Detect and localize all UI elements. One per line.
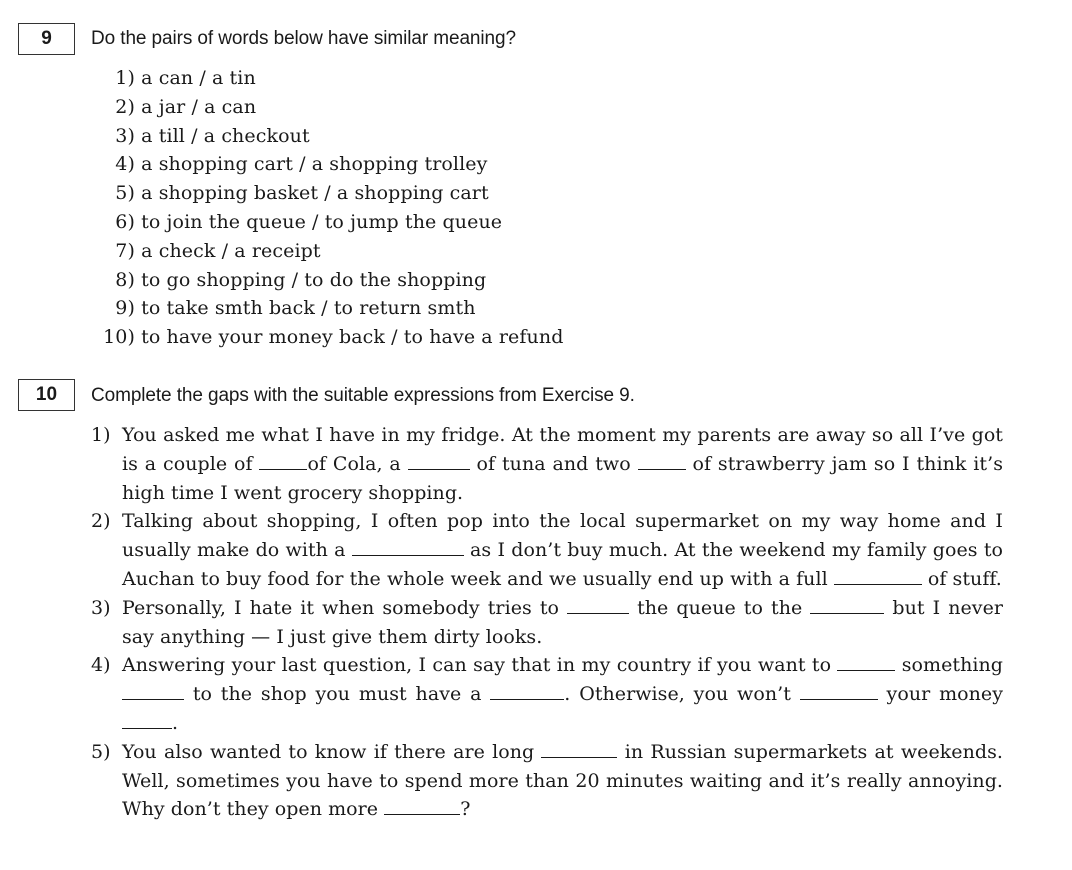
gap-fill-list (91, 421, 1003, 824)
item-text: but I never say anything — I just give them dirty looks. (122, 596, 1003, 648)
answer-gap[interactable] (800, 680, 878, 700)
item-text: . Otherwise, you won’t (564, 683, 800, 706)
exercise-heading: Do the pairs of words below have similar meaning? (91, 28, 516, 49)
item-number: 1) (115, 67, 135, 89)
answer-gap[interactable] (490, 680, 564, 700)
item-text: as I don’t buy much. At the weekend my family goes to Auchan to buy food for the whole week and we usually end up with a full (122, 539, 1003, 590)
list-item (91, 421, 1003, 507)
item-number: 8) (115, 268, 135, 291)
answer-gap[interactable] (352, 536, 464, 556)
list-item (91, 294, 563, 323)
item-text: a till / a checkout (141, 124, 310, 147)
item-text: of strawberry jam so I think it’s high time I went grocery shopping. (122, 452, 1003, 504)
list-item (91, 64, 563, 93)
list-item (91, 738, 1003, 824)
item-text: a jar / a can (141, 95, 257, 118)
item-number: 5) (115, 182, 135, 205)
item-number: 9) (115, 297, 135, 320)
item-text: . (172, 711, 179, 734)
item-text: a check / a receipt (141, 239, 321, 262)
item-text: to the shop you must have a (184, 683, 491, 706)
answer-gap[interactable] (259, 450, 307, 470)
list-item (91, 594, 1003, 652)
answer-gap[interactable] (122, 680, 184, 700)
item-number: 1) (91, 424, 111, 446)
item-number: 7) (115, 239, 135, 262)
item-number: 5) (91, 740, 111, 763)
list-item (91, 122, 563, 151)
item-text: Personally, I hate it when somebody tries to (122, 596, 568, 619)
answer-gap[interactable] (122, 709, 172, 729)
item-number: 4) (91, 654, 111, 677)
list-item (91, 237, 563, 266)
item-text: Talking about shopping, I often pop into the local supermarket on my way home and I usually make do with a (122, 510, 1003, 562)
list-item (91, 93, 563, 122)
list-item (91, 208, 563, 237)
list-item (91, 507, 1003, 593)
item-text: a shopping basket / a shopping cart (141, 182, 489, 205)
item-text: of stuff. (921, 567, 1002, 590)
item-text: Answering your last question, I can say that in my country if you want to (122, 654, 838, 677)
item-text: a shopping cart / a shopping trolley (141, 153, 488, 176)
list-item (91, 179, 563, 208)
item-number: 6) (115, 210, 135, 233)
list-item (91, 323, 563, 352)
exercise-number: 9 (41, 28, 52, 49)
item-text: of tuna and two (469, 452, 638, 475)
item-text: ? (460, 798, 471, 821)
item-text: You asked me what I have in my fridge. At the moment my parents are away so all I’ve got is a couple of (122, 424, 1003, 475)
word-pairs-list (91, 64, 563, 352)
exercise-number: 10 (35, 384, 58, 405)
item-text: the queue to the (629, 596, 811, 619)
answer-gap[interactable] (638, 450, 686, 470)
answer-gap[interactable] (384, 795, 460, 815)
item-text: to join the queue / to jump the queue (141, 210, 503, 233)
item-text: a can / a tin (141, 67, 256, 89)
answer-gap[interactable] (541, 738, 617, 758)
item-text: something (895, 654, 1003, 677)
answer-gap[interactable] (810, 594, 884, 614)
item-text: to have your money back / to have a refund (141, 326, 564, 349)
item-text: You also wanted to know if there are long (122, 740, 542, 763)
exercise-number-badge (18, 23, 74, 55)
answer-gap[interactable] (408, 450, 470, 470)
item-text: to go shopping / to do the shopping (141, 268, 487, 291)
item-text: your money (877, 683, 1003, 706)
item-number: 4) (115, 153, 135, 176)
item-number: 2) (115, 95, 135, 118)
answer-gap[interactable] (567, 594, 629, 614)
answer-gap[interactable] (837, 651, 895, 671)
item-number: 2) (91, 510, 111, 533)
item-number: 3) (91, 596, 111, 619)
item-number: 3) (115, 124, 135, 147)
item-number: 10) (103, 326, 135, 349)
list-item (91, 150, 563, 179)
item-text: in Russian supermarkets at weekends. Well, sometimes you have to spend more than 20 minutes waiting and it’s really annoying. Why don’t they open more (122, 740, 1003, 821)
list-item (91, 266, 563, 295)
exercise-heading: Complete the gaps with the suitable expressions from Exercise 9. (91, 385, 635, 406)
item-text: of Cola, a (307, 452, 408, 475)
list-item (91, 651, 1003, 737)
exercise-number-badge (18, 379, 74, 411)
answer-gap[interactable] (834, 565, 922, 585)
item-text: to take smth back / to return smth (141, 297, 476, 320)
